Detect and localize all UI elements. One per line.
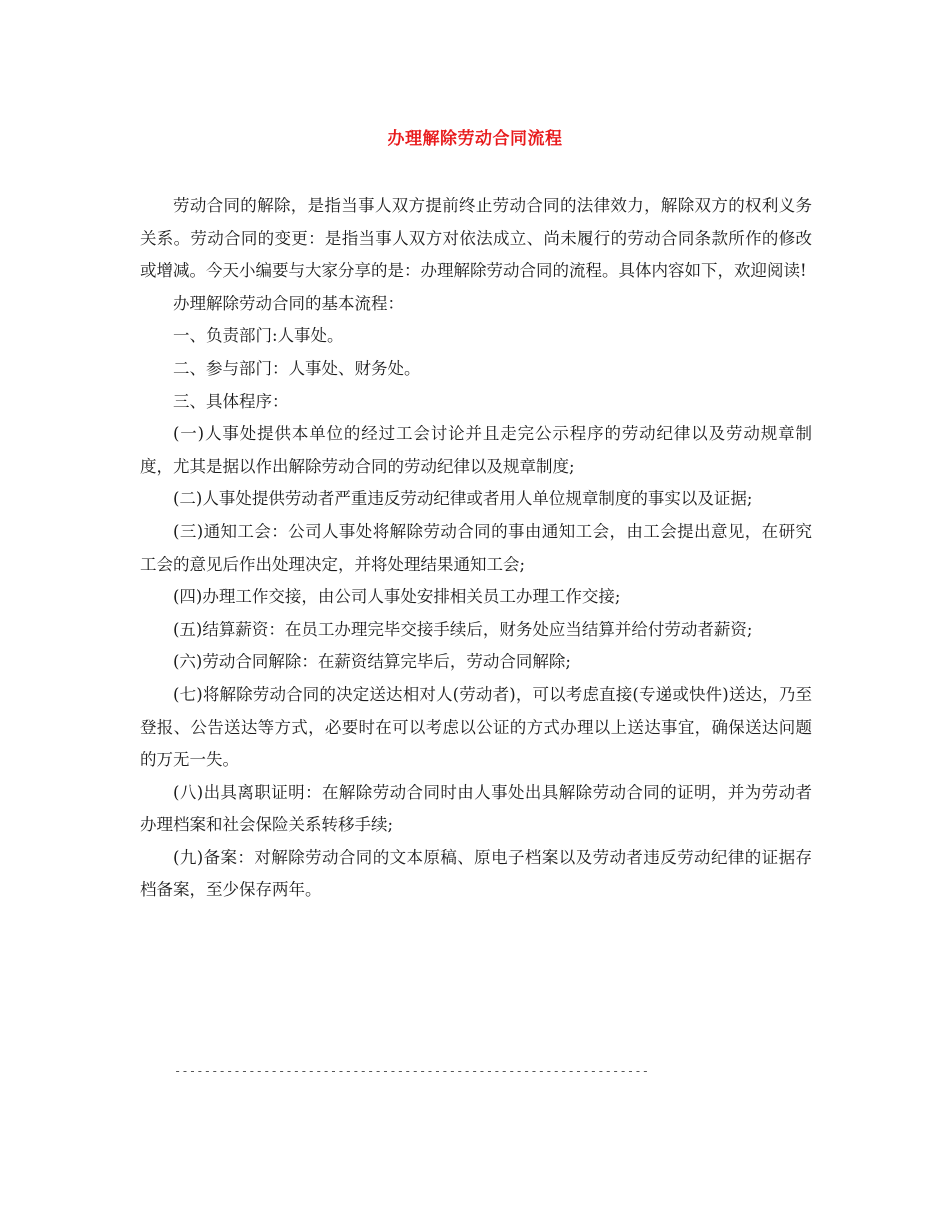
paragraph-step-7: (七)将解除劳动合同的决定送达相对人(劳动者)，可以考虑直接(专递或快件)送达，乃至登报、公告送达等方式，必要时在可以考虑以公证的方式办理以上送达事宜，确保送达问题的万无一失。	[140, 684, 812, 770]
document-body	[140, 190, 812, 907]
paragraph-step-2: (二)人事处提供劳动者严重违反劳动纪律或者用人单位规章制度的事实以及证据;	[173, 489, 753, 509]
paragraph-step-3: (三)通知工会：公司人事处将解除劳动合同的事由通知工会，由工会提出意见，在研究工会的意见后作出处理决定，并将处理结果通知工会;	[140, 521, 812, 574]
paragraph-step-5: (五)结算薪资：在员工办理完毕交接手续后，财务处应当结算并给付劳动者薪资;	[173, 619, 753, 639]
paragraph-procedure-heading: 三、具体程序：	[173, 391, 289, 411]
paragraph-step-8: (八)出具离职证明：在解除劳动合同时由人事处出具解除劳动合同的证明，并为劳动者办理档案和社会保险关系转移手续;	[140, 782, 812, 835]
paragraph-step-4: (四)办理工作交接，由公司人事处安排相关员工办理工作交接;	[173, 587, 621, 607]
paragraph-participating-dept: 二、参与部门：人事处、财务处。	[173, 358, 421, 378]
paragraph-responsible-dept: 一、负责部门:人事处。	[173, 326, 344, 346]
dashed-divider: ----------------------------------------------------------------	[174, 1064, 650, 1078]
paragraph-intro: 劳动合同的解除，是指当事人双方提前终止劳动合同的法律效力，解除双方的权利义务关系。劳动合同的变更：是指当事人双方对依法成立、尚未履行的劳动合同条款所作的修改或增减。今天小编要与大家分享的是：办理解除劳动合同的流程。具体内容如下，欢迎阅读!	[140, 196, 812, 281]
paragraph-step-9: (九)备案：对解除劳动合同的文本原稿、原电子档案以及劳动者违反劳动纪律的证据存档备案，至少保存两年。	[140, 847, 812, 900]
paragraph-step-6: (六)劳动合同解除：在薪资结算完毕后，劳动合同解除;	[173, 652, 571, 672]
paragraph-basic-flow: 办理解除劳动合同的基本流程：	[173, 293, 404, 313]
paragraph-step-1: (一)人事处提供本单位的经过工会讨论并且走完公示程序的劳动纪律以及劳动规章制度，尤其是据以作出解除劳动合同的劳动纪律以及规章制度;	[140, 424, 812, 476]
document-title: 办理解除劳动合同流程	[387, 129, 563, 149]
